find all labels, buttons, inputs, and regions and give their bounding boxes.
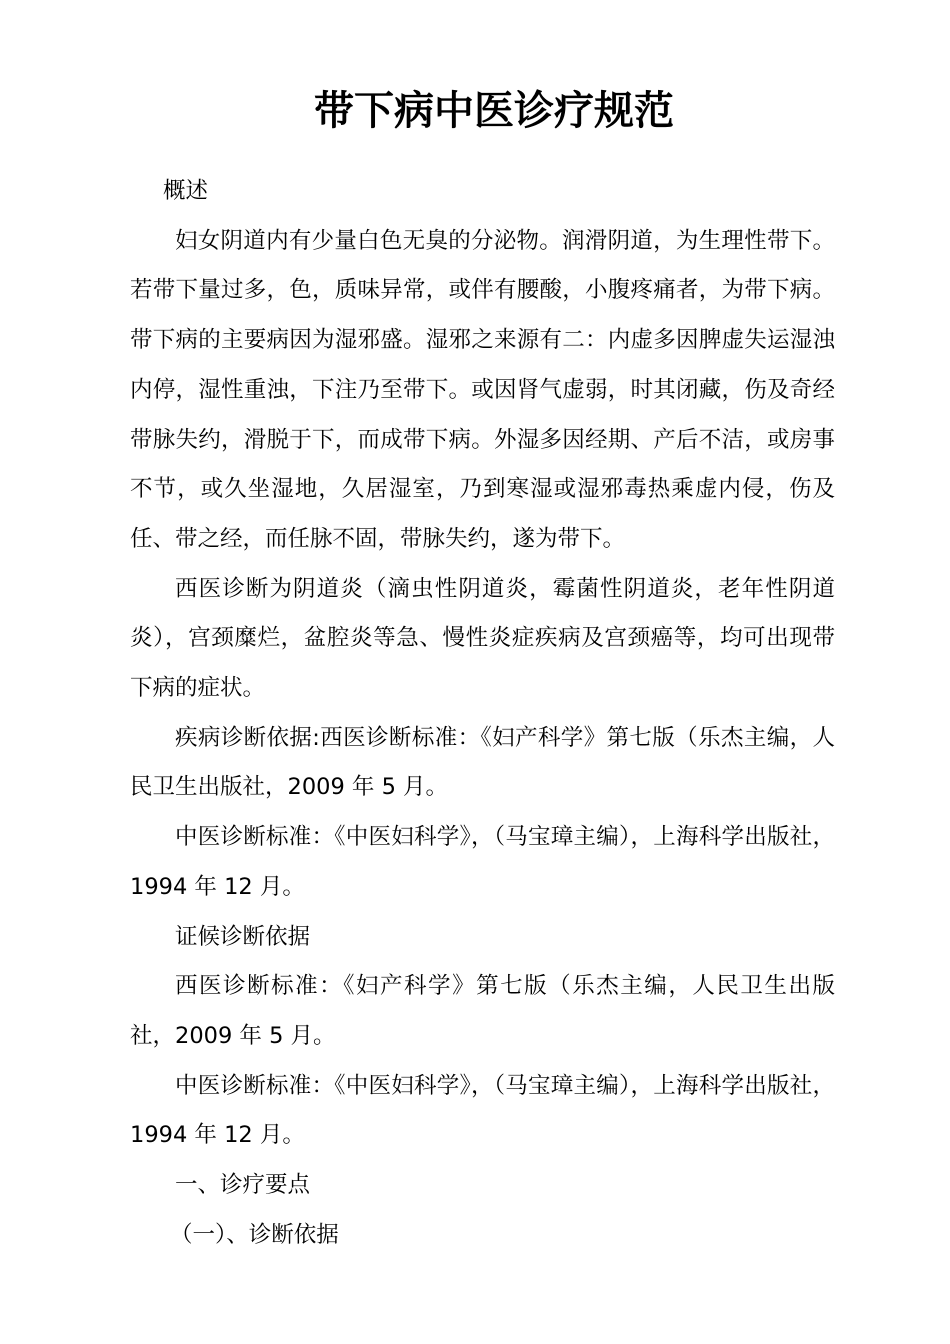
paragraph-definition: 妇女阴道内有少量白色无臭的分泌物。润滑阴道，为生理性带下。若带下量过多，色，质味异常，或伴有腰酸，小腹疼痛者，为带下病。带下病的主要病因为湿邪盛。湿邪之来源有二：内虚多因脾虚失运湿浊内停，湿性重浊，下注乃至带下。或因肾气虚弱，时其闭藏，伤及奇经带脉失约，滑脱于下，而成带下病。外湿多因经期、产后不洁，或房事不节，或久坐湿地，久居湿室，乃到寒湿或湿邪毒热乘虚内侵，伤及任、带之经，而任脉不固，带脉失约，遂为带下。 — [130, 227, 835, 552]
overview-heading: 概述 — [163, 178, 209, 204]
paragraph-western-diagnosis: 西医诊断为阴道炎（滴虫性阴道炎，霉菌性阴道炎，老年性阴道炎），宫颈糜烂，盆腔炎等急、慢性炎症疾病及宫颈癌等，均可出现带下病的症状。 — [130, 575, 835, 702]
section-heading-diagnosis-key-points: 一、诊疗要点 — [175, 1172, 311, 1199]
subsection-heading-diagnosis-basis: （一）、诊断依据 — [170, 1221, 339, 1248]
paragraph-disease-criteria-tcm: 中医诊断标准：《中医妇科学》，（马宝璋主编），上海科学出版社，1994 年 12 月。 — [130, 824, 835, 900]
paragraph-syndrome-criteria-tcm: 中医诊断标准：《中医妇科学》，（马宝璋主编），上海科学出版社，1994 年 12 月。 — [130, 1072, 835, 1149]
syndrome-criteria-heading: 证候诊断依据 — [175, 923, 311, 950]
paragraph-disease-criteria-western: 疾病诊断依据:西医诊断标准：《妇产科学》第七版（乐杰主编，人民卫生出版社，2009 年 5 月。 — [130, 724, 835, 801]
paragraph-syndrome-criteria-western: 西医诊断标准：《妇产科学》第七版（乐杰主编，人民卫生出版社，2009 年 5 月。 — [130, 973, 835, 1049]
document-title: 带下病中医诊疗规范 — [314, 88, 674, 134]
document-body — [130, 167, 835, 1260]
